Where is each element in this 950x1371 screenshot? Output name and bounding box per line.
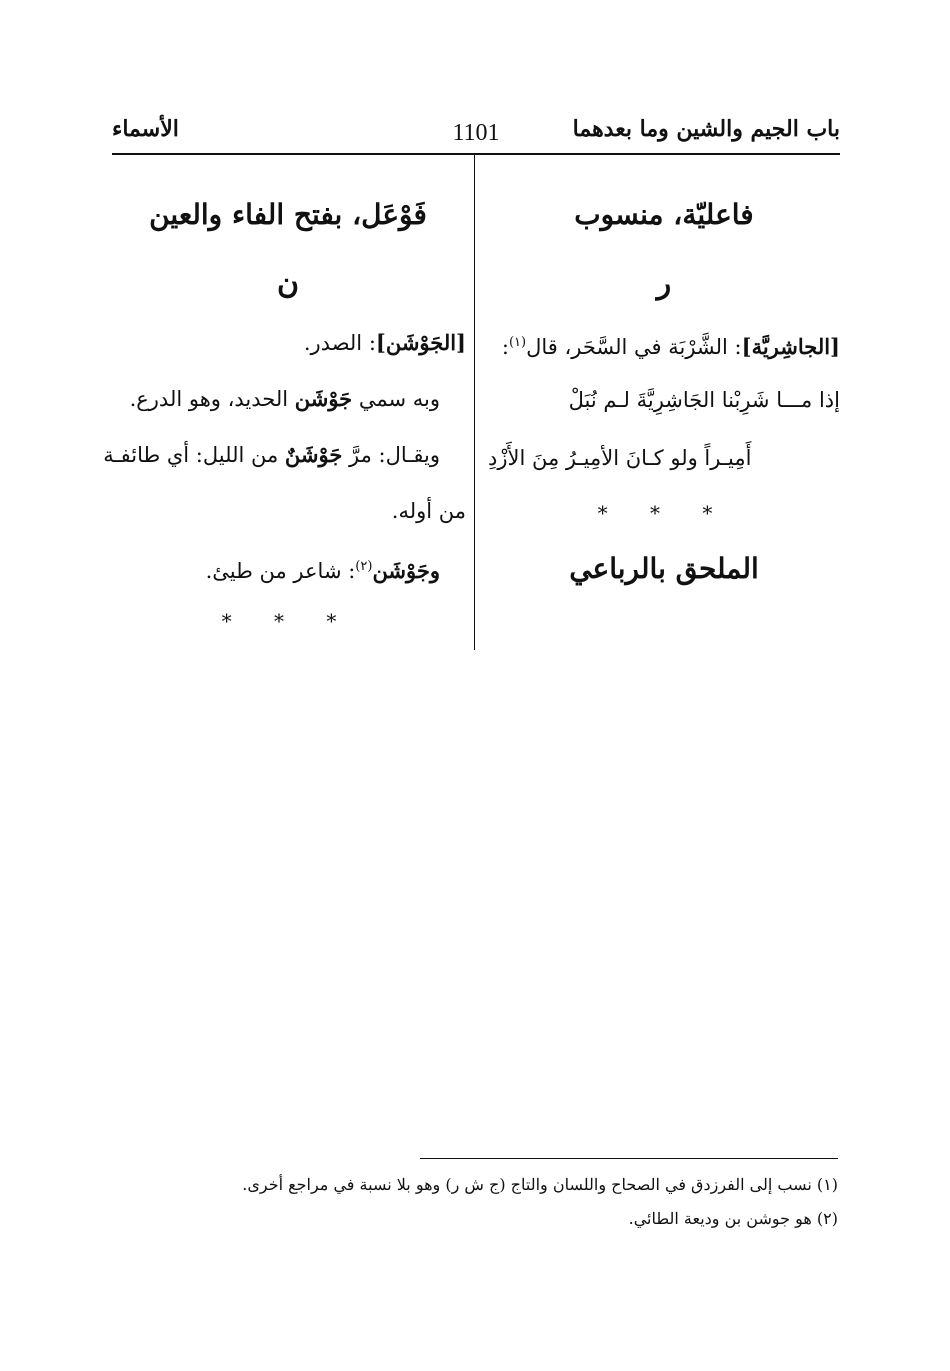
- entry-line-armor: [110, 371, 466, 427]
- right-subtitle: الملحق بالرباعي: [569, 552, 759, 585]
- headword-inline: جَوْشَنٌ: [284, 442, 343, 467]
- footnote-ref-1: (١): [508, 335, 527, 350]
- entry-line-night: [103, 427, 466, 483]
- text-fragment: ويقـال: مرَّ: [342, 443, 440, 467]
- section-stars: * * *: [597, 501, 731, 525]
- text-fragment: الحديد، وهو الدرع.: [129, 387, 295, 411]
- entry-line-continued: من أوله.: [391, 499, 466, 523]
- section-title: الأسماء: [112, 116, 179, 142]
- chapter-title: باب الجيم والشين وما بعدهما: [572, 116, 840, 142]
- entry-headword: [الجاشِريَّة]: [741, 334, 840, 359]
- footnotes: [120, 1168, 838, 1236]
- entry-definition: : الشَّرْبَة في السَّحَر، قال: [526, 335, 742, 359]
- text-fragment: وبه سمي: [352, 387, 440, 411]
- footnote-1: (١) نسب إلى الفرزدق في الصحاح واللسان والتاج (ج ش ر) وهو بلا نسبة في مراجع أخرى.: [242, 1175, 838, 1194]
- right-column: [488, 185, 840, 609]
- entry-line-poet: [110, 539, 466, 595]
- entry-jawshan: [110, 315, 466, 371]
- page-number: 1101: [452, 120, 500, 146]
- headword-inline: جَوْشَن: [294, 386, 353, 411]
- left-letter-heading: ن: [276, 266, 300, 301]
- verse-hemistich-2: أَمِيـراً ولو كـانَ الأمِيـرُ مِنَ الأَزْدِ: [488, 446, 752, 470]
- footnote-rule: [420, 1158, 838, 1159]
- headword-inline: وجَوْشَن: [372, 558, 440, 583]
- entry-colon: :: [501, 335, 509, 359]
- verse-hemistich-1: إذا مـــا شَرِبْنا الجَاشِرِيَّةَ لـم نُبَلْ: [568, 388, 840, 412]
- left-column: [103, 185, 466, 647]
- entry-definition: : الصدر.: [303, 331, 376, 355]
- entry-jashiriyya: [488, 315, 840, 371]
- left-section-title: فَوْعَل، بفتح الفاء والعين: [149, 198, 427, 231]
- text-fragment: من الليل: أي طائفـة: [103, 443, 285, 467]
- header-rule: [112, 153, 840, 155]
- footnote-ref-2: (٢): [355, 559, 373, 574]
- entry-headword: [الجَوْشَن]: [375, 330, 466, 355]
- column-divider: [474, 155, 475, 650]
- right-section-title: فاعليّة، منسوب: [574, 198, 754, 231]
- running-header: [112, 112, 840, 152]
- text-fragment: : شاعر من طيئ.: [205, 559, 356, 583]
- section-stars: * * *: [221, 609, 355, 633]
- footnote-2: (٢) هو جوشن بن وديعة الطائي.: [628, 1209, 838, 1228]
- right-letter-heading: ر: [656, 266, 672, 301]
